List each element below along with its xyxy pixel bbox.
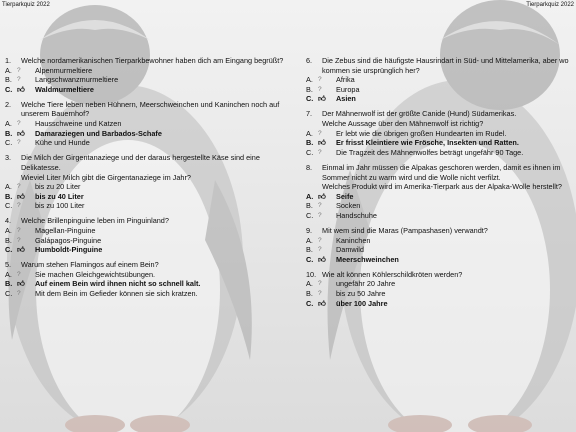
option-text: Auf einem Bein wird ihnen nicht so schnell kalt. [35,279,201,289]
thinking-face-icon: ? [17,120,21,128]
question-line [5,260,285,270]
option-letter: A. [5,269,12,279]
option-letter: B. [5,279,13,289]
option-text: Kühe und Hunde [35,138,90,148]
question-number [306,182,322,192]
thinking-face-icon: ? [318,202,322,210]
quiz-question [5,56,285,94]
answer-option [306,236,574,246]
option-text: Langschwanzmurmeltiere [35,75,119,85]
option-letter: C. [5,289,13,299]
question-line [306,226,574,236]
answer-option [5,226,285,236]
thinking-face-icon: ? [17,202,21,210]
question-number: 7. [306,109,313,119]
question-text: Der Mähnenwolf ist der größte Canide (Hund) Südamerikas. [322,109,517,119]
page-header-right: Tierparkquiz 2022 [526,2,574,8]
option-letter: A. [306,279,313,289]
answer-option-correct [5,129,285,139]
question-number: 1. [5,56,12,65]
quiz-question [306,226,574,264]
answer-option [306,211,574,221]
thinking-face-icon: ? [318,246,322,254]
option-text: bis zu 20 Liter [35,182,81,192]
thinking-face-icon: ? [318,236,322,244]
option-text: Die Tragzeit des Mähnenwolfes beträgt ungefähr 90 Tage. [336,147,524,157]
option-letter: B. [5,235,12,245]
answer-option [5,201,285,211]
question-text: Welche Aussage über den Mähnenwolf ist richtig? [322,119,484,129]
question-line [306,56,574,75]
answer-option [306,201,574,211]
question-number: 5. [5,260,12,270]
option-letter: B. [306,245,313,255]
question-text: Die Zebus sind die häufigste Hausrindart in Süd- und Mittelamerika, aber wo kommen sie ursprünglich her? [322,56,569,75]
question-text: Welches Produkt wird im Amerika-Tierpark aus der Alpaka-Wolle herstellt? [322,182,562,192]
thinking-face-icon: ? [17,270,21,278]
answer-option-correct [306,255,574,265]
quiz-question [306,270,574,308]
answer-option-correct [306,138,574,148]
question-text: Welche Tiere leben neben Hühnern, Meerschweinchen und Kaninchen noch auf unserem Bauernhof? [21,99,280,119]
option-text: bis zu 100 Liter [35,201,85,211]
thinking-face-icon: ? [318,85,322,93]
option-text: Galápagos-Pinguine [35,235,102,245]
question-text: Wieviel Liter Milch gibt die Girgentanaziege im Jahr? [21,172,191,182]
answer-option [5,182,285,192]
thinking-face-icon: ? [17,66,21,74]
option-letter: C. [306,94,314,104]
answer-option-correct [5,279,285,289]
option-letter: B. [306,84,313,94]
thumbs-up-icon: 👍︎ [318,254,326,264]
option-letter: C. [306,298,314,308]
option-text: über 100 Jahre [336,298,388,308]
question-line [306,119,574,129]
option-letter: B. [306,138,314,148]
thumbs-up-icon: 👍︎ [318,94,326,104]
thumbs-up-icon: 👍︎ [17,128,25,138]
thinking-face-icon: ? [17,76,21,84]
question-number: 8. [306,162,313,172]
option-text: Alpenmurmeltiere [35,65,93,75]
question-line [5,100,285,119]
option-text: Asien [336,94,356,104]
question-text: Warum stehen Flamingos auf einem Bein? [21,260,159,270]
question-line [306,270,574,280]
option-text: Magellan-Pinguine [35,226,96,235]
question-number: 6. [306,56,313,65]
answer-option [306,245,574,255]
page-header-left: Tierparkquiz 2022 [2,2,50,8]
option-letter: A. [306,235,313,245]
question-text: Welche nordamerikanischen Tierparkbewohner haben dich am Eingang begrüßt? [21,56,284,65]
option-letter: C. [5,201,13,211]
answer-option-correct [5,85,285,95]
option-letter: A. [306,75,313,85]
option-text: Er frisst Kleintiere wie Frösche, Insekten und Ratten. [336,138,519,148]
option-text: Afrika [336,75,355,85]
question-number: 4. [5,216,12,226]
answer-option [5,289,285,299]
quiz-question [5,216,285,254]
question-number [306,119,322,129]
answer-option-correct [5,192,285,202]
answer-option-correct [306,299,574,309]
thinking-face-icon: ? [318,76,322,84]
answer-option [306,289,574,299]
option-text: Seife [336,191,354,201]
answer-option [5,66,285,76]
answer-option [306,148,574,158]
option-letter: C. [306,210,314,220]
option-letter: B. [306,289,313,299]
option-text: Sie machen Gleichgewichtsübungen. [35,269,156,279]
quiz-question [5,260,285,298]
option-letter: A. [306,128,313,138]
thumbs-up-icon: 👍︎ [318,191,326,201]
option-text: Socken [336,201,361,211]
answer-option [5,236,285,246]
answer-option [5,270,285,280]
question-line [5,56,285,66]
option-letter: B. [306,201,313,211]
option-letter: A. [5,65,12,75]
thumbs-up-icon: 👍︎ [17,245,25,255]
option-letter: A. [5,226,12,235]
thinking-face-icon: ? [318,211,322,219]
question-line [306,163,574,182]
option-letter: C. [5,84,13,94]
thumbs-up-icon: 👍︎ [17,279,25,289]
option-text: Kaninchen [336,235,371,245]
option-text: Mit dem Bein im Gefieder können sie sich kratzen. [35,289,198,299]
answer-option [306,279,574,289]
answer-option-correct [5,245,285,255]
option-letter: A. [5,182,12,192]
thumbs-up-icon: 👍︎ [318,138,326,148]
answer-option-correct [306,192,574,202]
thinking-face-icon: ? [17,236,21,244]
thinking-face-icon: ? [17,227,21,234]
quiz-question [306,163,574,221]
question-text: Welche Brillenpinguine leben im Pinguinland? [21,216,169,226]
question-line [5,153,285,172]
answer-option [306,85,574,95]
quiz-question [5,153,285,211]
question-number [5,173,21,183]
answer-option [306,75,574,85]
question-number: 9. [306,226,313,235]
question-line [306,182,574,192]
question-line [5,173,285,183]
option-letter: C. [306,254,314,264]
question-number: 2. [5,99,12,109]
option-text: Damwild [336,245,364,255]
answer-option [5,119,285,129]
quiz-column-left [5,56,285,304]
option-text: Damaraziegen und Barbados-Schafe [35,128,162,138]
option-text: Humboldt-Pinguine [35,245,103,255]
option-letter: C. [306,147,314,157]
option-letter: A. [306,191,314,201]
option-text: ungefähr 20 Jahre [336,279,396,289]
question-text: Wie alt können Köhlerschildkröten werden? [322,269,463,279]
question-number: 3. [5,153,12,163]
quiz-column-right [306,56,574,314]
answer-option-correct [306,94,574,104]
thinking-face-icon: ? [318,148,322,156]
option-text: Waldmurmeltiere [35,84,94,94]
option-text: Handschuhe [336,210,377,220]
option-text: Meerschweinchen [336,254,399,264]
question-text: Die Milch der Girgentanaziege und der daraus hergestellte Käse sind eine Delikatesse. [21,153,260,172]
question-text: Einmal im Jahr müssen die Alpakas geschoren werden, damit es ihnen im Sommer nicht zu warm wird und die Wolle nicht verfilzt. [322,162,561,182]
question-number: 10. [306,269,317,279]
thinking-face-icon: ? [17,183,21,191]
question-line [306,109,574,119]
option-letter: C. [5,245,13,255]
option-letter: C. [5,138,13,148]
answer-option [5,75,285,85]
thinking-face-icon: ? [318,280,322,288]
option-text: Er lebt wie die übrigen großen Hundearten im Rudel. [336,128,507,138]
thumbs-up-icon: 👍︎ [318,298,326,308]
thumbs-up-icon: 👍︎ [17,84,25,94]
option-text: bis zu 40 Liter [35,191,84,201]
thinking-face-icon: ? [318,129,322,137]
option-text: Hausschweine und Katzen [35,119,122,129]
thinking-face-icon: ? [318,290,322,298]
quiz-question [306,56,574,104]
option-letter: B. [5,128,13,138]
thinking-face-icon: ? [17,290,21,298]
answer-option [306,129,574,139]
option-letter: B. [5,75,12,85]
quiz-question [306,109,574,157]
option-letter: A. [5,119,12,129]
thumbs-up-icon: 👍︎ [17,191,25,201]
quiz-question [5,100,285,148]
answer-option [5,138,285,148]
option-letter: B. [5,191,13,201]
question-line [5,216,285,226]
thinking-face-icon: ? [17,139,21,147]
option-text: bis zu 50 Jahre [336,289,386,299]
question-text: Mit wem sind die Maras (Pampashasen) verwandt? [322,226,488,235]
option-text: Europa [336,84,360,94]
